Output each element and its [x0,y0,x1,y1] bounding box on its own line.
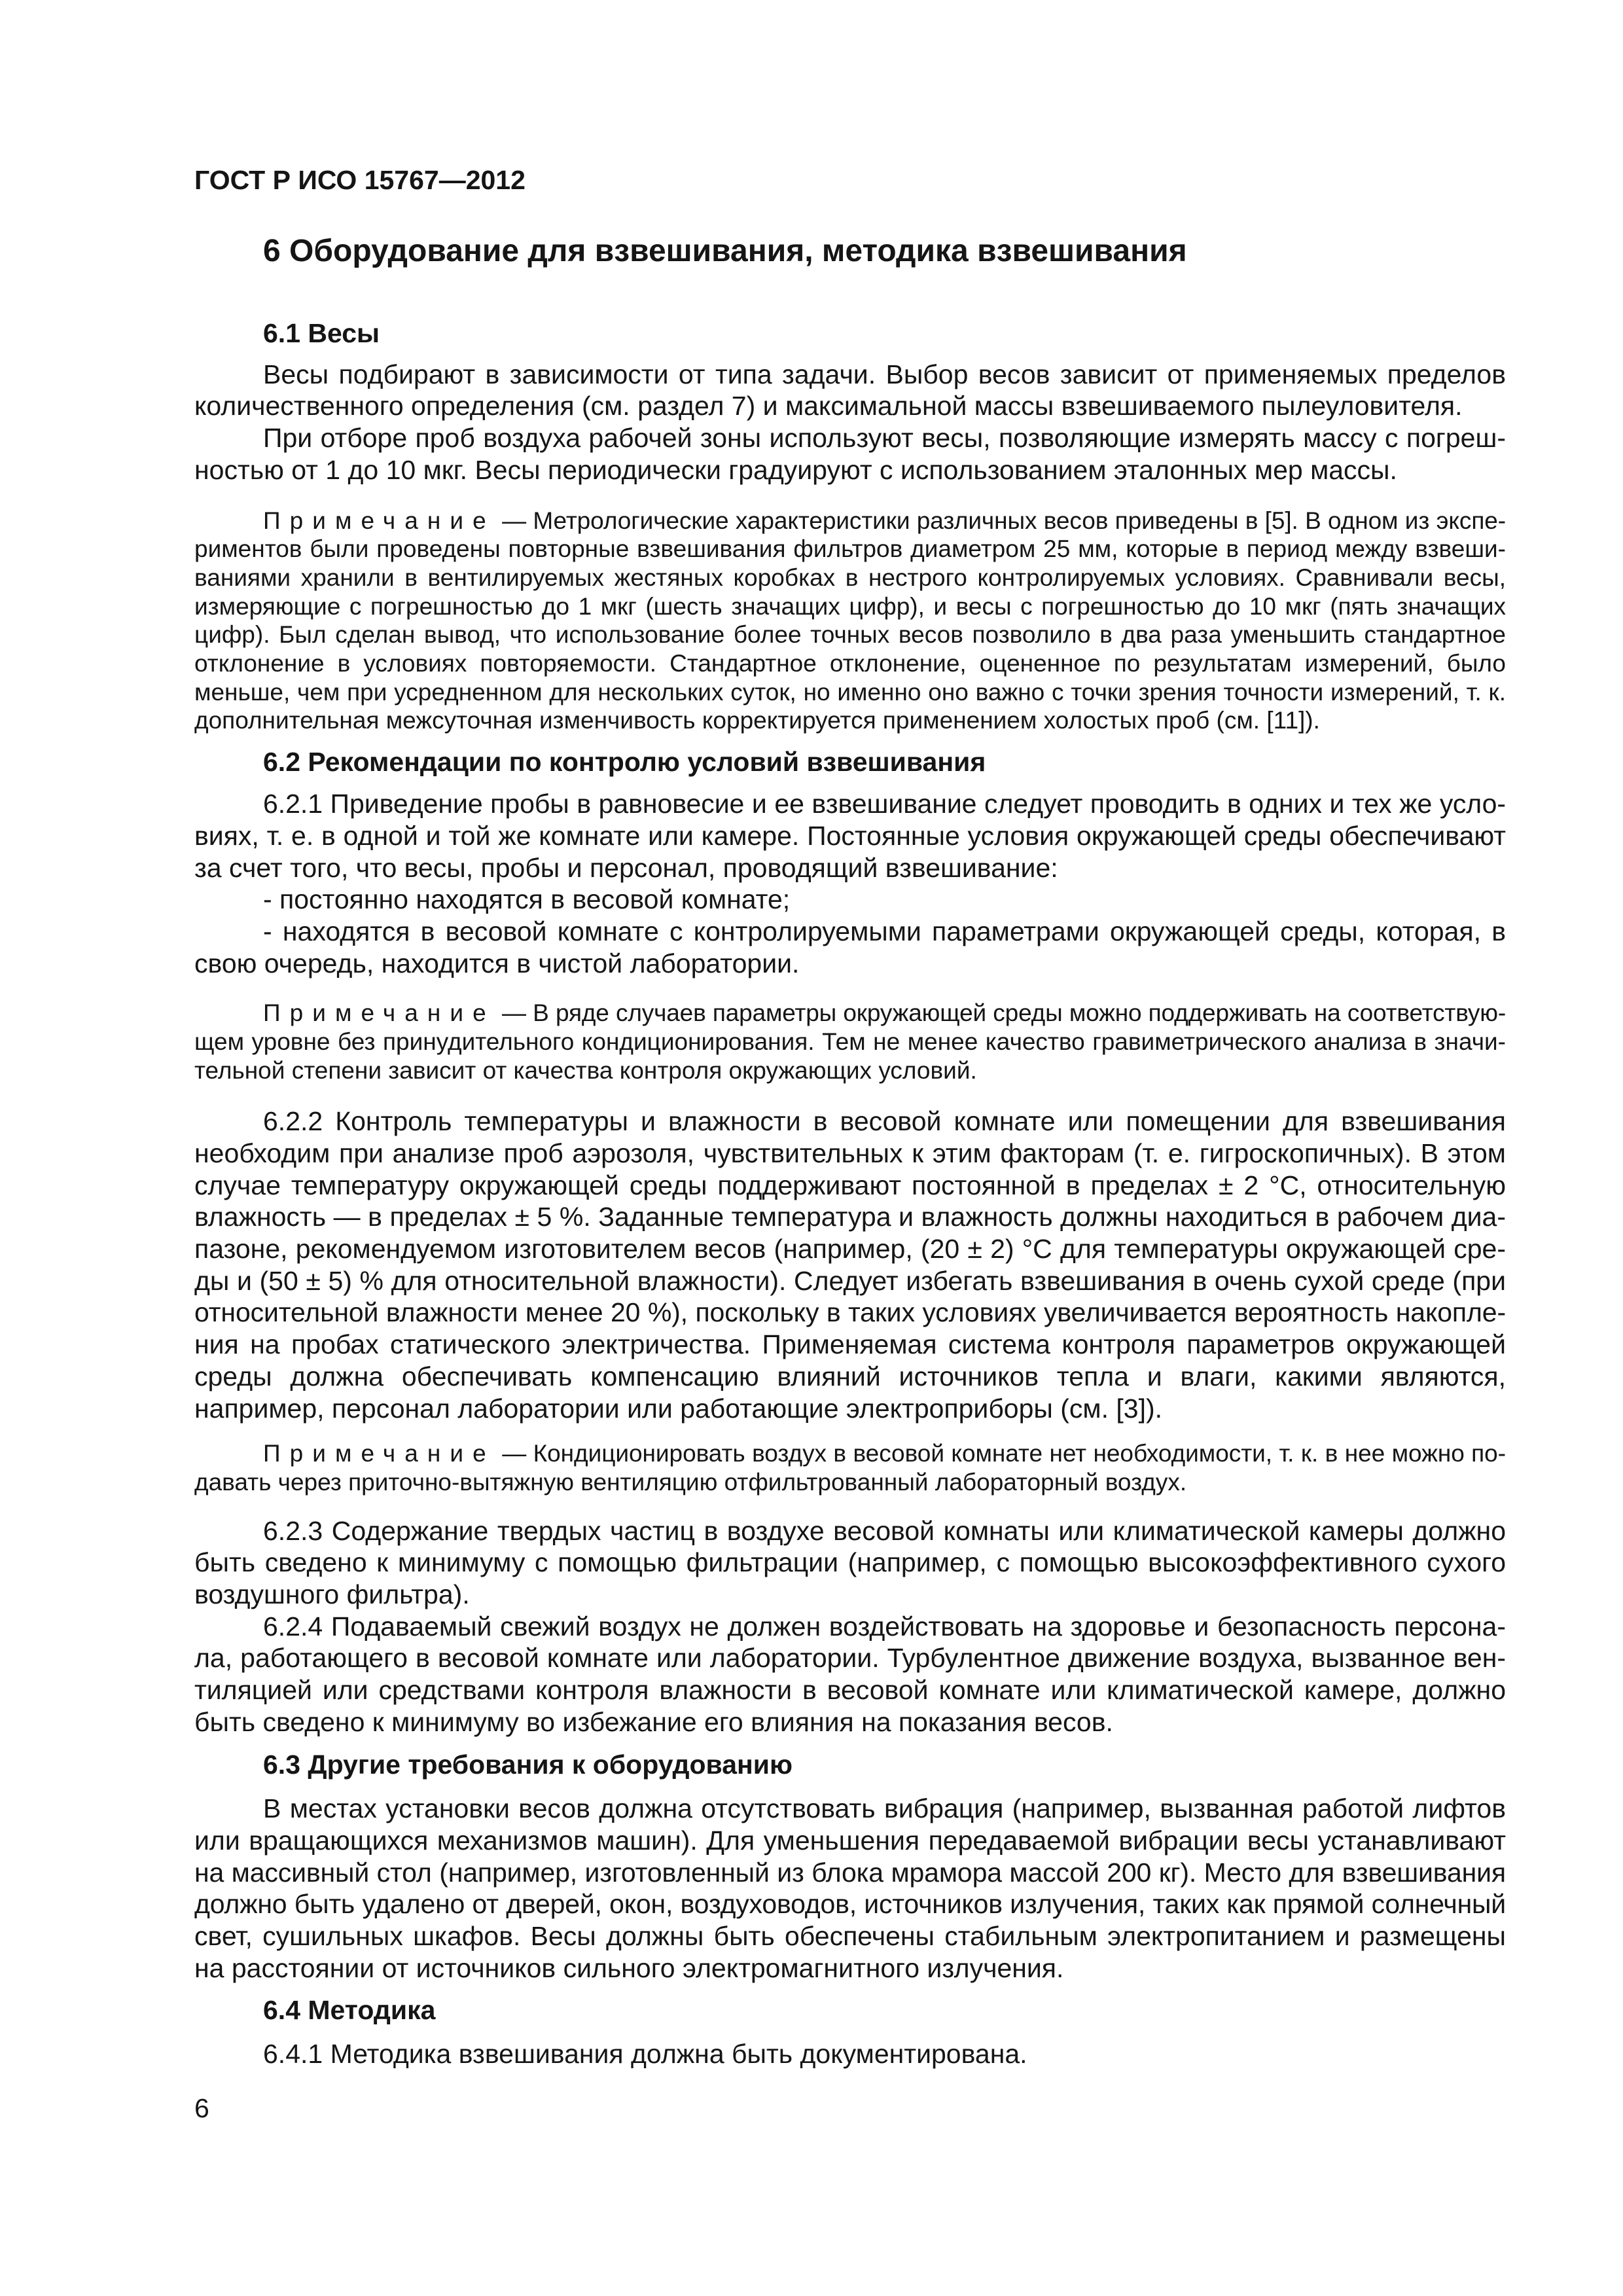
subsection-heading-6-4: 6.4 Методика [263,1995,436,2026]
text-line: воздушного фильтра). [194,1579,470,1609]
text-line: количественного определения (см. раздел 7) и максимальной массы взвешиваемого пылеуловителя. [194,391,1463,422]
text-line: быть сведено к минимуму с помощью фильтрации (например, с помощью высокоэффективного сухого [194,1547,1506,1578]
note-6-2-1 [194,999,1506,1085]
text-line: В местах установки весов должна отсутствовать вибрация (например, вызванная работой лифтов [263,1793,1506,1824]
text-line: щем уровне без принудительного кондиционирования. Тем не менее качество гравиметрического анализа в значи- [194,1028,1506,1055]
text-line: за счет того, что весы, пробы и персонал, проводящий взвешивание: [194,852,1058,883]
paragraph-6-2-2 [194,1105,1506,1424]
text-line: свою очередь, находится в чистой лаборатории. [194,948,800,978]
text-line: 6.2.3 Содержание твердых частиц в воздухе весовой комнаты или климатической камеры должно [263,1515,1506,1546]
paragraph-6-2-3 [194,1515,1506,1611]
note-label: Примечание [263,507,495,534]
text-line: должно быть удалено от дверей, окон, воздуховодов, источников излучения, таких как прямой солнечный [194,1889,1506,1920]
text-line: 6.4.1 Методика взвешивания должна быть документирована. [263,2039,1027,2070]
subsection-6-2-1-body [194,788,1506,979]
subsection-6-1-body [194,359,1506,486]
note-text: — В ряде случаев параметры окружающей среды можно поддерживать на соответствую- [502,999,1506,1027]
text-line: на расстоянии от источников сильного электромагнитного излучения. [194,1952,1064,1983]
text-line: виях, т. е. в одной и той же комнате или камере. Постоянные условия окружающей среды обеспечивают [194,821,1506,851]
paragraph-6-4-1 [194,2038,1506,2070]
text-line: например, персонал лаборатории или работающие электроприборы (см. [3]). [194,1393,1163,1424]
text-line: ностью от 1 до 10 мкг. Весы периодически градуируют с использованием эталонных мер массы. [194,454,1397,485]
text-line: 6.2.2 Контроль температуры и влажности в весовой комнате или помещении для взвешивания [263,1106,1506,1137]
section-title: 6 Оборудование для взвешивания, методика взвешивания [263,234,1187,268]
text-line: ды и (50 ± 5) % для относительной влажности). Следует избегать взвешивания в очень сухой среде (при [194,1265,1506,1296]
paragraph-6-1-b [194,422,1506,486]
text-line: ваниями хранили в вентилируемых жестяных коробках в нестрого контролируемых условиях. Сравнивали весы, [194,564,1506,591]
text-line: дополнительная межсуточная изменчивость корректируется применением холостых проб (см. [11]). [194,707,1320,734]
text-line: - постоянно находятся в весовой комнате; [263,884,791,915]
text-line: пазоне, рекомендуемом изготовителем весов (например, (20 ± 2) °С для температуры окружающей сре- [194,1234,1506,1264]
text-line: тиляцией или средствами контроля влажности в весовой комнате или климатической камере, должно [194,1675,1506,1706]
text-line [194,999,1506,1028]
note-6-2-2 [194,1439,1506,1496]
text-line: на массивный стол (например, изготовленный из блока мрамора массой 200 кг). Место для взвешивания [194,1857,1506,1888]
subsection-heading-6-3: 6.3 Другие требования к оборудованию [263,1749,793,1780]
text-line: среды должна обеспечивать компенсацию влияний источников тепла и влаги, какими являются, [194,1361,1506,1391]
subsection-heading-6-2: 6.2 Рекомендации по контролю условий взвешивания [263,746,986,777]
text-line: свет, сушильных шкафов. Весы должны быть обеспечены стабильным электропитанием и размещены [194,1920,1506,1951]
text-line: отклонение в условиях повторяемости. Стандартное отклонение, оцененное по результатам измерений, было [194,650,1506,677]
document-code-header: ГОСТ Р ИСО 15767—2012 [194,165,526,195]
text-line [194,507,1506,535]
text-line: измеряющие с погрешностью до 1 мкг (шесть значащих цифр), и весы с погрешностью до 10 мкг (пять значащих [194,592,1506,620]
paragraph-6-1-a [194,359,1506,422]
subsection-heading-6-1: 6.1 Весы [263,318,380,348]
text-line: ния на пробах статического электричества. Применяемая система контроля параметров окружающей [194,1329,1506,1360]
text-line: тельной степени зависит от качества контроля окружающих условий. [194,1056,977,1084]
note-6-1 [194,507,1506,736]
text-line: или вращающихся механизмов машин). Для уменьшения передаваемой вибрации весы устанавливают [194,1825,1506,1856]
paragraph-6-2-4 [194,1611,1506,1738]
list-item [194,916,1506,979]
text-line [194,1439,1506,1468]
note-text: — Метрологические характеристики различных весов приведены в [5]. В одном из экспе- [502,507,1506,534]
text-line: 6.2.4 Подаваемый свежий воздух не должен воздействовать на здоровье и безопасность персона- [263,1611,1506,1641]
list-item [194,884,1506,916]
text-line: При отборе проб воздуха рабочей зоны используют весы, позволяющие измерять массу с погреш- [263,422,1506,453]
text-line: ла, работающего в весовой комнате или лаборатории. Турбулентное движение воздуха, вызванное вен- [194,1643,1506,1674]
note-label: Примечание [263,1439,495,1467]
text-line: влажность — в пределах ± 5 %. Заданные температура и влажность должны находиться в рабочем диа- [194,1202,1506,1232]
text-line: давать через приточно-вытяжную вентиляцию отфильтрованный лабораторный воздух. [194,1468,1187,1496]
text-line: меньше, чем при усредненном для нескольких суток, но именно оно важно с точки зрения точности измерений, т. к. [194,678,1506,706]
page-number: 6 [194,2093,209,2123]
text-line: 6.2.1 Приведение пробы в равновесие и ее взвешивание следует проводить в одних и тех же усло- [263,789,1506,819]
text-line: - находятся в весовой комнате с контролируемыми параметрами окружающей среды, которая, в [263,916,1506,947]
text-line: цифр). Был сделан вывод, что использование более точных весов позволило в два раза уменьшить стандартное [194,621,1506,649]
paragraph-6-2-1 [194,788,1506,884]
text-line: случае температуру окружающей среды поддерживают постоянной в пределах ± 2 °С, относительную [194,1170,1506,1200]
text-line: относительной влажности менее 20 %), поскольку в таких условиях увеличивается вероятность накопле- [194,1297,1506,1328]
text-line: необходим при анализе проб аэрозоля, чувствительных к этим факторам (т. е. гигроскопичных). В этом [194,1138,1506,1168]
note-label: Примечание [263,999,495,1027]
text-line: риментов были проведены повторные взвешивания фильтров диаметром 25 мм, которые в период между взвеши- [194,535,1506,563]
subsection-6-2-3-4-body [194,1515,1506,1738]
text-line: Весы подбирают в зависимости от типа задачи. Выбор весов зависит от применяемых пределов [263,359,1506,389]
note-text: — Кондиционировать воздух в весовой комнате нет необходимости, т. к. в нее можно по- [502,1439,1506,1467]
text-line: быть сведено к минимуму во избежание его влияния на показания весов. [194,1706,1113,1737]
paragraph-6-3 [194,1793,1506,1984]
